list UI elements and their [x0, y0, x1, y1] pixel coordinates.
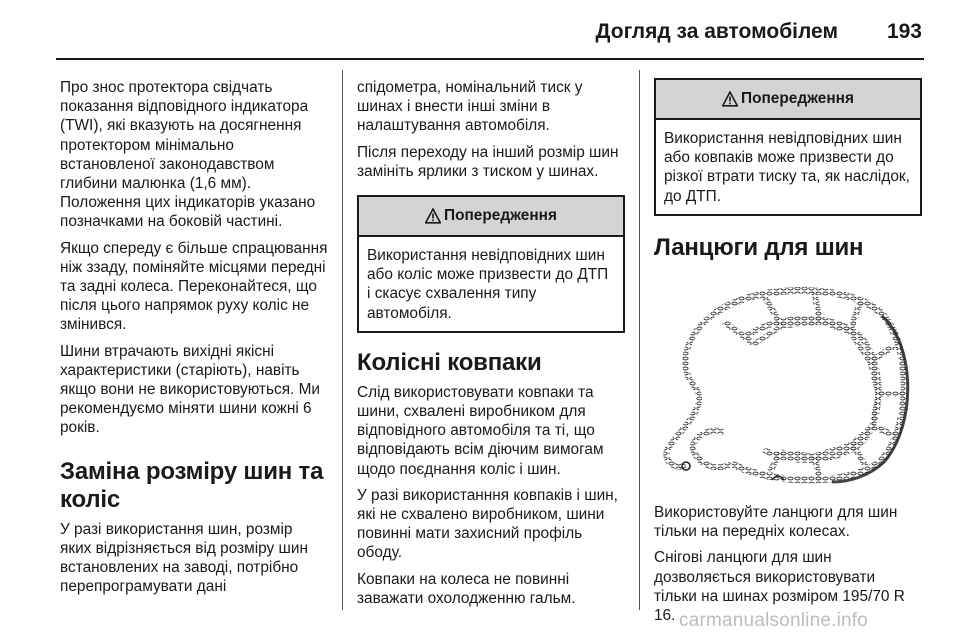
wheel-rotation-paragraph: Якщо спереду є більше спрацювання ніж ззаду, поміняйте місцями передні та задні колеса. Переконайтеся, що після цього напрямок руху коліс не змінився.	[60, 239, 328, 334]
tire-chains-heading: Ланцюги для шин	[654, 233, 864, 261]
wheel-covers-paragraph-3: Ковпаки на колеса не повинні заважати охолодженню гальм.	[357, 570, 576, 607]
column-2	[357, 78, 625, 615]
wheel-covers-paragraph-2: У разі використанння ковпаків і шин, які не схвалено виробником, шини повинні мати захисний профіль ободу.	[357, 486, 618, 562]
warning-title: Попередження	[444, 207, 557, 225]
warning-header	[359, 197, 623, 237]
warning-box-wheels	[357, 195, 625, 333]
column-3	[654, 78, 922, 632]
tread-wear-paragraph: Про знос протектора свідчать показання відповідного індикатора (TWI), які вказують на досягнення протектором мінімально встановленої законодавством глибини малюнка (1,6 мм). Положення цих індикаторів указано позначками на боковій частині.	[60, 79, 316, 231]
page-number: 193	[886, 20, 922, 43]
column-divider-1	[342, 70, 343, 610]
column-divider-2	[639, 70, 640, 610]
tire-size-change-paragraph: У разі використання шин, розмір яких відрізняється від розміру шин встановлених на заводі, потрібно перепрограмувати дані	[60, 520, 308, 596]
warning-header	[656, 80, 920, 120]
tire-aging-paragraph: Шини втрачають вихідні якісні характеристики (старіють), навіть якщо вони не використовуються. Ми рекомендуємо міняти шини кожні 6 років.	[60, 342, 320, 437]
tire-chain-illustration	[654, 276, 922, 486]
warning-triangle-icon	[425, 208, 441, 224]
warning-title: Попередження	[741, 90, 854, 108]
pressure-label-paragraph: Після переходу на інший розмір шин замініть ярлики з тиском у шинах.	[357, 143, 619, 180]
header-rule	[56, 58, 924, 60]
warning-text: Використання невідповідних шин або ковпаків може призвести до різкої втрати тиску та, як наслідок, до ДТП.	[664, 130, 910, 205]
tire-chains-paragraph-1: Використовуйте ланцюги для шин тільки на передніх колесах.	[654, 504, 898, 541]
page-header	[56, 0, 924, 58]
warning-text: Використання невідповідних шин або коліс може призвести до ДТП і скасує схвалення типу автомобіля.	[367, 247, 609, 322]
column-1	[60, 78, 328, 603]
speedometer-paragraph: спідометра, номінальний тиск у шинах і внести інші зміни в налаштування автомобіля.	[357, 79, 583, 135]
tire-size-change-heading: Заміна розміру шин та коліс	[60, 457, 324, 513]
wheel-covers-paragraph-1: Слід використовувати ковпаки та шини, схвалені виробником для відповідного автомобіля та ті, що відповідають всім діючим вимогам щодо поєднання коліс і шин.	[357, 383, 604, 478]
warning-triangle-icon	[722, 91, 738, 107]
watermark: carmanualsonline.info	[679, 610, 869, 631]
wheel-covers-heading: Колісні ковпаки	[357, 348, 542, 376]
warning-box-covers	[654, 78, 922, 216]
page-title: Догляд за автомобілем	[595, 20, 838, 43]
tire-chains-paragraph-2: Снігові ланцюги для шин дозволяється використовувати тільки на шинах розміром 195/70 R 16.	[654, 549, 905, 625]
